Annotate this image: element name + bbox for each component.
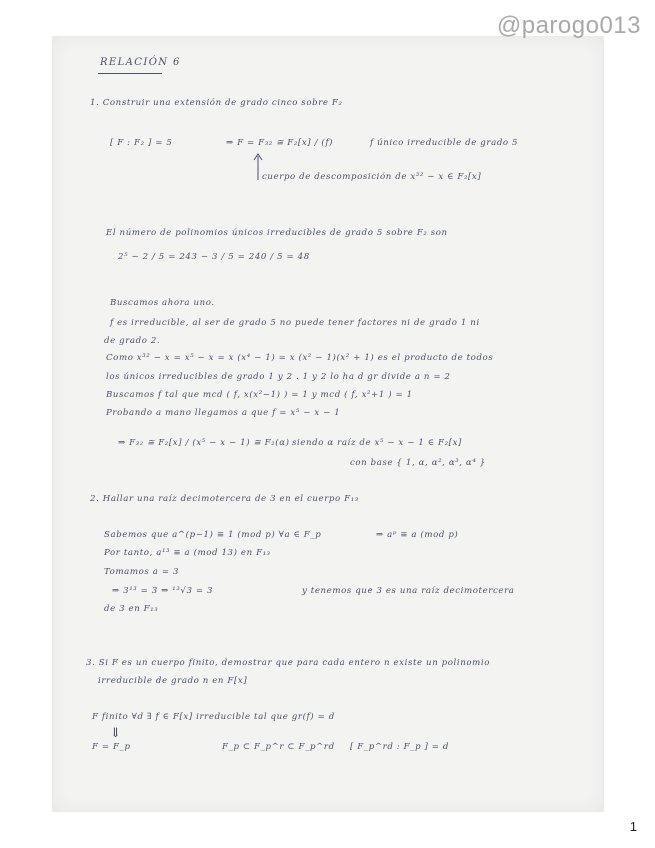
exercise-1-field-iso: ⇒ F₃₂ ≅ F₂[x] / (x⁵ − x − 1) ≅ F₂(α): [118, 438, 290, 448]
exercise-1-factors-note: los únicos irreducibles de grado 1 y 2 . 1 y 2 lo ha d gr divide a n = 2: [106, 372, 451, 382]
page-number: 1: [629, 819, 637, 834]
exercise-1-search: Buscamos ahora uno.: [110, 298, 215, 308]
exercise-1-reason-1: f es irreducible, al ser de grado 5 no puede tener factores ni de grado 1 ni: [110, 318, 480, 328]
exercise-2-fermat: Sabemos que a^(p−1) ≡ 1 (mod p) ∀a ∈ F_p: [104, 530, 322, 540]
exercise-1-count-text: El número de polinomios únicos irreducibles de grado 5 sobre F₂ son: [106, 228, 448, 238]
exercise-1-gcd-condition: Buscamos f tal que mcd ( f, x(x²−1) ) = 1 y mcd ( f, x²+1 ) = 1: [106, 390, 413, 400]
exercise-1-statement: 1. Construir una extensión de grado cinco sobre F₂: [90, 98, 343, 108]
exercise-3-tower: F_p ⊂ F_p^r ⊂ F_p^rd: [222, 742, 335, 752]
exercise-3-claim: F finito ∀d ∃ f ∈ F[x] irreducible tal que gr(f) = d: [92, 712, 335, 722]
exercise-1-iso: ⇒ F = F₃₂ ≅ F₂[x] / (f): [226, 138, 334, 148]
watermark: @parogo013: [496, 12, 641, 39]
page-title: RELACIÓN 6: [100, 57, 181, 68]
exercise-1-count-formula: 2⁵ − 2 / 5 = 243 − 3 / 5 = 240 / 5 = 48: [118, 252, 310, 262]
exercise-1-polynomial: Probando a mano llegamos a que f = x⁵ − x − 1: [106, 408, 341, 418]
exercise-1-f-note: f único irreducible de grado 5: [370, 138, 519, 148]
exercise-3-degree: [ F_p^rd : F_p ] = d: [350, 742, 450, 752]
exercise-1-root: siendo α raíz de x⁵ − x − 1 ∈ F₂[x]: [292, 438, 462, 448]
exercise-1-basis: con base { 1, α, α², α³, α⁴ }: [350, 458, 486, 468]
exercise-3-base-field: F = F_p: [92, 742, 131, 752]
exercise-3-statement-cont: irreducible de grado n en F[x]: [98, 676, 248, 686]
exercise-1-reason-2: de grado 2.: [104, 336, 161, 346]
exercise-1-factorization: Como x³² − x = x⁵ − x = x (x⁴ − 1) = x (x² − 1)(x² + 1) es el producto de todos: [106, 353, 494, 363]
exercise-2-conclusion-end: de 3 en F₁₃: [104, 604, 159, 614]
exercise-2-fermat-implication: ⇒ aᵖ ≡ a (mod p): [376, 530, 459, 540]
exercise-2-statement: 2. Hallar una raíz decimotercera de 3 en el cuerpo F₁₃: [90, 494, 359, 504]
exercise-3-statement: 3. Si F es un cuerpo finito, demostrar que para cada entero n existe un polinomio: [86, 658, 491, 668]
exercise-2-conclusion: y tenemos que 3 es una raíz decimotercera: [302, 586, 515, 596]
exercise-2-therefore: Por tanto, a¹³ ≡ a (mod 13) en F₁₃: [104, 548, 271, 558]
title-underline: [98, 73, 162, 74]
exercise-1-splitting-field: cuerpo de descomposición de x³² − x ∈ F₂[x]: [262, 172, 482, 182]
down-arrow-icon: ⇓: [110, 726, 122, 741]
exercise-2-take-a: Tomamos a = 3: [104, 567, 180, 577]
exercise-2-result: ⇒ 3¹³ = 3 ⇒ ¹³√3 = 3: [112, 586, 214, 596]
notebook-page: [52, 36, 604, 812]
exercise-1-degree: [ F : F₂ ] = 5: [110, 138, 173, 148]
